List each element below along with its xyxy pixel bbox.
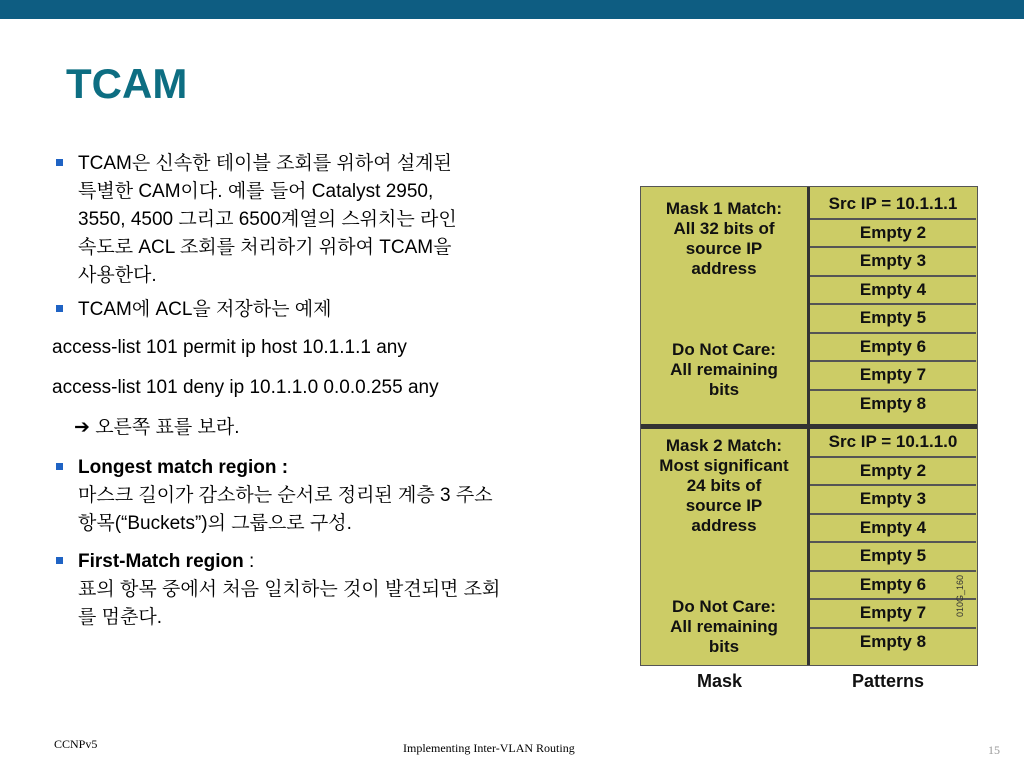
pattern-cell: Empty 8 — [859, 631, 927, 651]
page-number: 15 — [988, 743, 1000, 757]
label-line: Do Not Care: — [672, 597, 776, 616]
label-line: bits — [708, 637, 740, 656]
mask1-match-label — [641, 199, 807, 279]
label-line: Mask 1 Match: — [665, 199, 783, 218]
bullet-square-icon — [56, 463, 63, 470]
figure-code: 010G_160 — [954, 574, 965, 617]
text-line: 사용한다. — [78, 265, 157, 286]
top-bar — [0, 0, 1024, 19]
note-text: 오른쪽 표를 보라. — [95, 417, 240, 438]
text-line: 특별한 CAM이다. 예를 들어 Catalyst 2950, — [78, 181, 434, 202]
mask2-dontcare-label — [641, 597, 807, 657]
pattern-cell: Empty 7 — [810, 600, 976, 629]
footer-course: CCNPv5 — [54, 737, 98, 751]
text-line: 항목(“Buckets”)의 그룹으로 구성. — [78, 513, 352, 534]
bullet-square-icon — [56, 305, 63, 312]
label-line: Most significant — [659, 456, 789, 475]
caption-patterns: Patterns — [852, 671, 925, 691]
bullet-square-icon — [56, 159, 63, 166]
acl-line-2: access-list 101 deny ip 10.1.1.0 0.0.0.255 any — [52, 377, 439, 398]
slide-content — [52, 150, 612, 638]
pattern-cell: Empty 6 — [810, 334, 976, 363]
mask1-dontcare-label — [641, 340, 807, 400]
see-table-note — [52, 414, 612, 442]
label-line: address — [691, 259, 757, 278]
pattern-cell: Empty 6 — [810, 572, 976, 601]
label-line: All 32 bits of — [673, 219, 775, 238]
label-line: source IP — [685, 239, 763, 258]
heading-colon: : — [243, 551, 255, 572]
pattern-cell: Empty 3 — [810, 486, 976, 515]
bullet-tcam-description — [52, 150, 612, 290]
mask2-match-label — [641, 436, 807, 536]
pattern-cell: Empty 2 — [810, 220, 976, 249]
label-line: bits — [708, 380, 740, 399]
text-line: 3550, 4500 그리고 6500계열의 스위치는 라인 — [78, 209, 457, 230]
tcam-figure — [640, 186, 978, 666]
pattern-cell: Empty 4 — [810, 277, 976, 306]
text-line: 마스크 길이가 감소하는 순서로 정리된 계층 3 주소 — [78, 485, 493, 506]
pattern-cell: Empty 7 — [810, 362, 976, 391]
label-line: All remaining — [670, 617, 778, 636]
label-line: Do Not Care: — [672, 340, 776, 359]
bullet-first-match — [52, 548, 612, 632]
label-line: 24 bits of — [686, 476, 762, 495]
pattern-cell: Empty 3 — [810, 248, 976, 277]
label-line: Mask 2 Match: — [665, 436, 783, 455]
label-line: source IP — [685, 496, 763, 515]
text-line: TCAM에 ACL을 저장하는 예제 — [78, 299, 332, 320]
bullet-heading: First-Match region — [78, 551, 244, 572]
text-line: 속도로 ACL 조회를 처리하기 위하여 TCAM을 — [78, 237, 452, 258]
label-line: All remaining — [670, 360, 778, 379]
pattern-cell: Empty 5 — [810, 543, 976, 572]
caption-mask: Mask — [697, 671, 743, 691]
pattern-cell: Src IP = 10.1.1.0 — [810, 429, 976, 458]
text-line: 를 멈춘다. — [78, 607, 162, 628]
right-arrow-icon: ➔ — [74, 417, 90, 438]
pattern-cell: Empty 2 — [810, 458, 976, 487]
label-line: address — [691, 516, 757, 535]
pattern-cell: Empty 4 — [810, 515, 976, 544]
bullet-acl-example — [52, 296, 612, 324]
slide-title: TCAM — [66, 60, 188, 107]
bullet-heading: Longest match region : — [78, 457, 289, 478]
pattern-cell: Empty 5 — [810, 305, 976, 334]
bullet-square-icon — [56, 557, 63, 564]
text-line: TCAM은 신속한 테이블 조회를 위하여 설계된 — [78, 153, 452, 174]
bullet-longest-match — [52, 454, 612, 538]
pattern-cell: Empty 8 — [859, 393, 927, 413]
acl-line-1: access-list 101 permit ip host 10.1.1.1 any — [52, 337, 407, 358]
pattern-cell: Src IP = 10.1.1.1 — [810, 191, 976, 220]
text-line: 표의 항목 중에서 처음 일치하는 것이 발견되면 조회 — [78, 579, 501, 600]
footer-title: Implementing Inter-VLAN Routing — [403, 741, 575, 755]
